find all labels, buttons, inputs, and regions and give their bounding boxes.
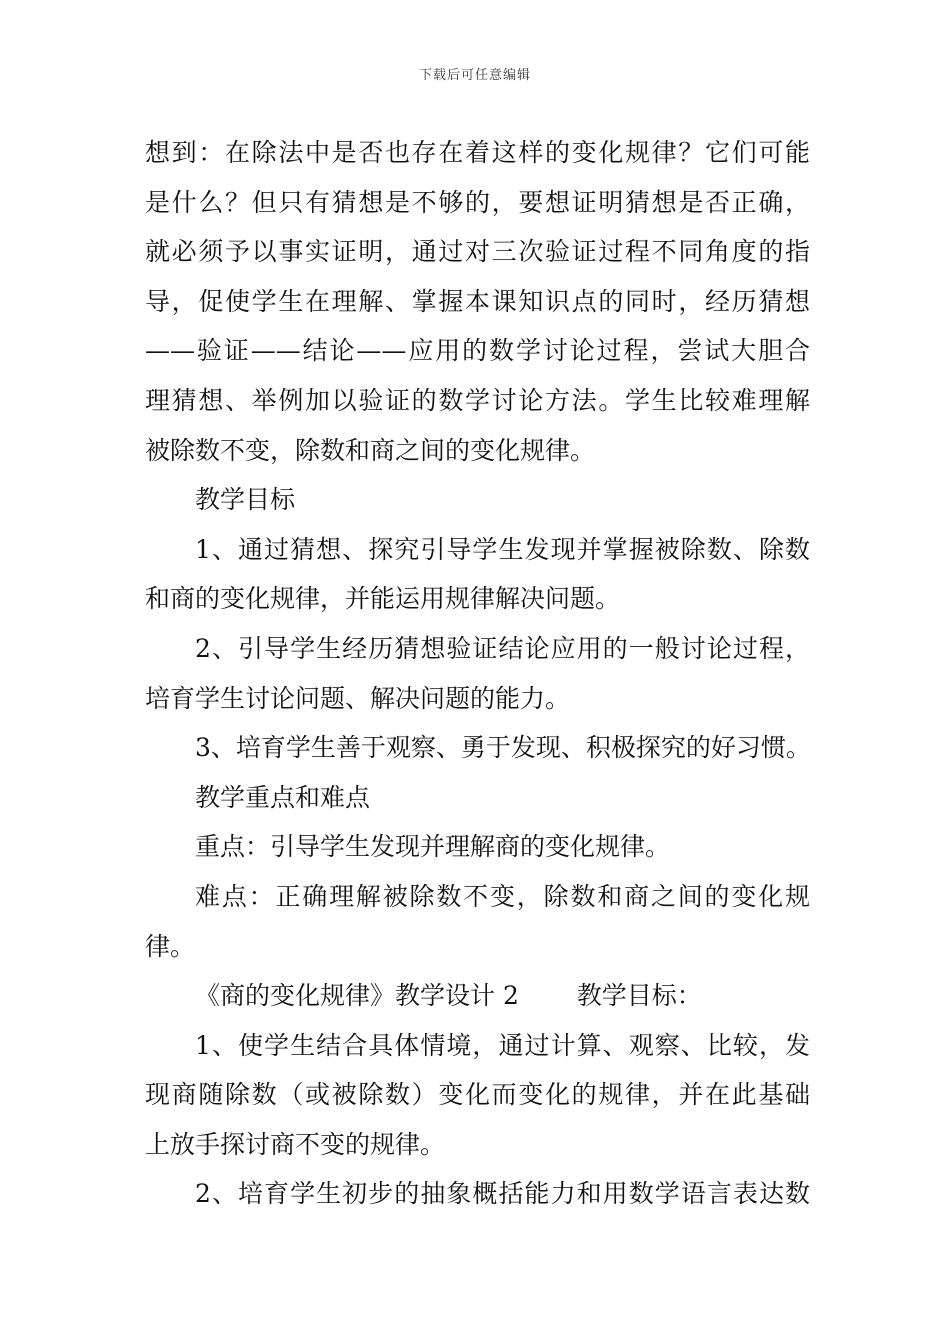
text-line: 律。 bbox=[145, 931, 196, 961]
text-line: 2、培育学生初步的抽象概括能力和用数学语言表达数 bbox=[195, 1179, 810, 1209]
text-line: 被除数不变，除数和商之间的变化规律。 bbox=[145, 435, 596, 465]
text-line: 就必须予以事实证明，通过对三次验证过程不同角度的指 bbox=[145, 237, 810, 267]
section-heading: 教学重点和难点 bbox=[195, 782, 371, 812]
text-line: 难点：正确理解被除数不变，除数和商之间的变化规 bbox=[195, 881, 810, 911]
page-header-watermark: 下载后可任意编辑 bbox=[418, 68, 531, 83]
text-line: 现商随除数（或被除数）变化而变化的规律，并在此基础 bbox=[145, 1080, 810, 1110]
document-body bbox=[145, 128, 810, 1219]
text-line: 1、使学生结合具体情境，通过计算、观察、比较，发 bbox=[195, 1030, 810, 1060]
text-line: 导，促使学生在理解、掌握本课知识点的同时，经历猜想 bbox=[145, 286, 810, 316]
text-line: 是什么？但只有猜想是不够的，要想证明猜想是否正确， bbox=[145, 187, 810, 217]
text-line: 培育学生讨论问题、解决问题的能力。 bbox=[145, 683, 571, 713]
text-line: 想到：在除法中是否也存在着这样的变化规律？它们可能 bbox=[145, 138, 810, 167]
text-line: 上放手探讨商不变的规律。 bbox=[145, 1129, 446, 1159]
text-line: 2、引导学生经历猜想验证结论应用的一般讨论过程， bbox=[195, 633, 810, 663]
section-heading: 《商的变化规律》教学设计 2 教学目标： bbox=[195, 981, 702, 1011]
section-heading: 教学目标 bbox=[195, 485, 296, 515]
text-line: 和商的变化规律，并能运用规律解决问题。 bbox=[145, 584, 621, 614]
text-line: 理猜想、举例加以验证的数学讨论方法。学生比较难理解 bbox=[145, 385, 810, 415]
text-line: ——验证——结论——应用的数学讨论过程，尝试大胆合 bbox=[145, 336, 810, 366]
text-line: 重点：引导学生发现并理解商的变化规律。 bbox=[195, 832, 671, 862]
text-line: 3、培育学生善于观察、勇于发现、积极探究的好习惯。 bbox=[195, 733, 811, 763]
text-line: 1、通过猜想、探究引导学生发现并掌握被除数、除数 bbox=[195, 534, 810, 564]
